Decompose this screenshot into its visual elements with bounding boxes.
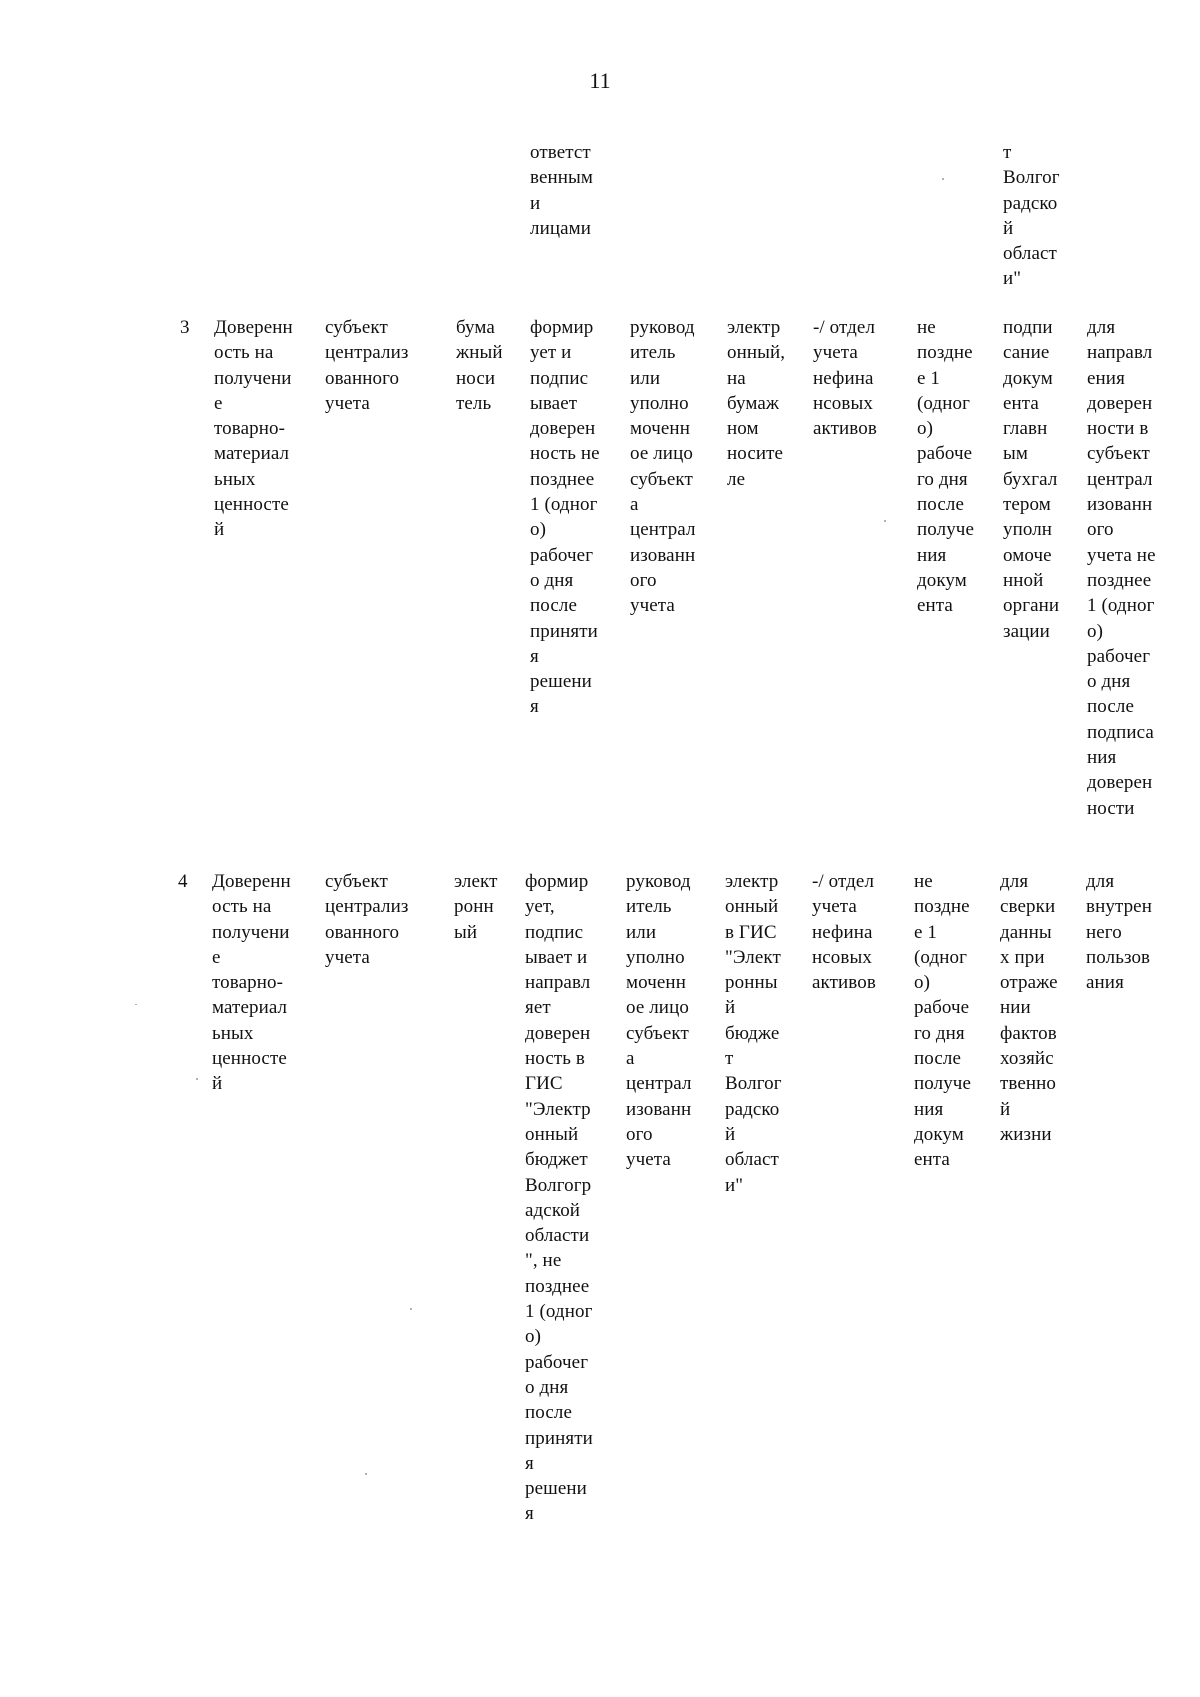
cell-format: электр онный, на бумаж ном носите ле — [727, 317, 786, 490]
cell-format: электр онный в ГИС "Элект ронны й бюдже т Волгог радско й област и" — [725, 871, 782, 1196]
cell-document-name: Доверенн ость на получени е товарно- материал ьных ценносте й — [212, 871, 291, 1095]
cell-medium: бума жный носи тель — [456, 317, 503, 414]
scan-speck — [196, 1078, 198, 1080]
cell-document-name: Доверенн ость на получени е товарно- материал ьных ценносте й — [214, 317, 293, 541]
scan-speck — [365, 1473, 367, 1475]
cell-purpose: для внутрен него пользов ания — [1086, 871, 1152, 994]
cell-procedure: формир ует и подпис ывает доверен ность не позднее 1 (одног о) рабочег о дня после приняти я решени я — [530, 317, 600, 718]
cell-recipient: -/ отдел учета нефина нсовых активов — [813, 317, 877, 440]
continuation-procedure-cell: ответст венным и лицами — [530, 142, 594, 239]
cell-recipient: -/ отдел учета нефина нсовых активов — [812, 871, 876, 994]
row-number: 4 — [178, 871, 188, 892]
cell-creator: субъект централиз ованного учета — [325, 317, 409, 414]
cell-signer: руковод итель или уполно моченн ое лицо субъект а централ изованн ого учета — [626, 871, 692, 1171]
cell-procedure: формир ует, подпис ывает и направл яет доверен ность в ГИС "Электр онный бюджет Волгогр адской области ", не позднее 1 (одног о) рабочег о дня после приняти я решени я — [525, 871, 593, 1525]
cell-deadline: не поздне е 1 (одног о) рабоче го дня после получе ния докум ента — [917, 317, 974, 617]
cell-purpose: для направл ения доверен ности в субъект централ изованн ого учета не позднее 1 (одног о) рабочег о дня после подписа ния доверен ности — [1087, 317, 1156, 819]
cell-action: подпи сание докум ента главн ым бухгал тером уполн омоче нной органи зации — [1003, 317, 1060, 642]
scan-speck — [942, 178, 944, 180]
scan-speck — [135, 1004, 137, 1005]
cell-deadline: не поздне е 1 (одног о) рабоче го дня после получе ния докум ента — [914, 871, 971, 1171]
scan-speck — [884, 520, 886, 522]
continuation-purpose-cell: т Волгог радско й област и" — [1003, 142, 1060, 290]
cell-creator: субъект централиз ованного учета — [325, 871, 409, 968]
cell-medium: элект ронн ый — [454, 871, 498, 943]
cell-action: для сверки данны х при отраже нии фактов хозяйс твенно й жизни — [1000, 871, 1058, 1145]
cell-signer: руковод итель или уполно моченн ое лицо субъект а централ изованн ого учета — [630, 317, 696, 617]
scan-speck — [410, 1308, 412, 1310]
page-number: 11 — [589, 68, 611, 93]
row-number: 3 — [180, 317, 190, 338]
